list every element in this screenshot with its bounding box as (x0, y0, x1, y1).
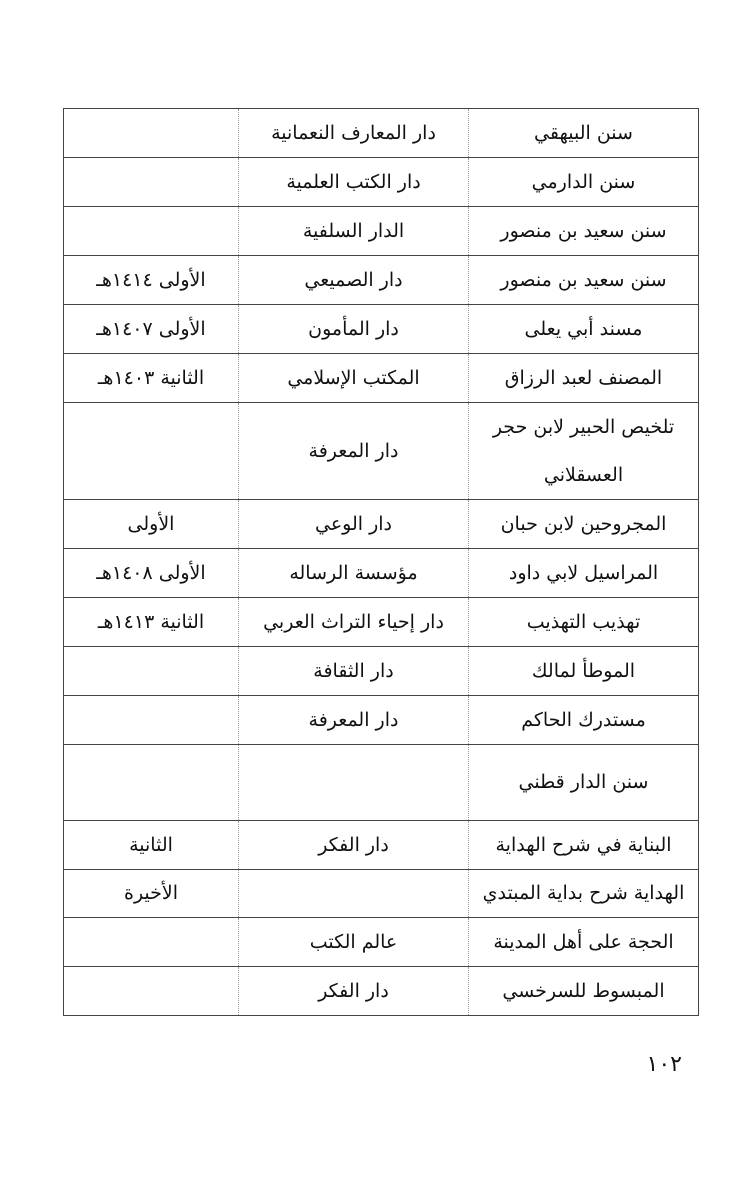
table-row (64, 109, 699, 158)
table-row (64, 918, 699, 967)
book-title-cell: الحجة على أهل المدينة (469, 918, 699, 967)
edition-cell: الأولى ١٤١٤هـ (64, 256, 239, 305)
book-title-cell: البناية في شرح الهداية (469, 821, 699, 870)
publisher-cell: دار الكتب العلمية (239, 158, 469, 207)
edition-cell (64, 109, 239, 158)
table-row (64, 500, 699, 549)
table-row (64, 647, 699, 696)
edition-cell (64, 647, 239, 696)
book-title-cell: المراسيل لابي داود (469, 549, 699, 598)
book-title-cell: سنن الدارمي (469, 158, 699, 207)
publisher-cell: المكتب الإسلامي (239, 354, 469, 403)
publisher-cell: عالم الكتب (239, 918, 469, 967)
table-row (64, 158, 699, 207)
book-title-cell: سنن الدار قطني (469, 745, 699, 821)
book-title-cell: مستدرك الحاكم (469, 696, 699, 745)
edition-cell: الثانية (64, 821, 239, 870)
book-title-cell: سنن البيهقي (469, 109, 699, 158)
table-row (64, 207, 699, 256)
table-row (64, 745, 699, 821)
edition-cell (64, 158, 239, 207)
book-title-cell: المبسوط للسرخسي (469, 967, 699, 1016)
table-row (64, 870, 699, 918)
edition-cell: الأولى (64, 500, 239, 549)
publisher-cell: دار الصميعي (239, 256, 469, 305)
edition-cell (64, 207, 239, 256)
edition-cell: الأولى ١٤٠٧هـ (64, 305, 239, 354)
edition-cell: الثانية ١٤٠٣هـ (64, 354, 239, 403)
book-title-cell: الموطأ لمالك (469, 647, 699, 696)
edition-cell: الأولى ١٤٠٨هـ (64, 549, 239, 598)
publisher-cell: دار الفكر (239, 967, 469, 1016)
publisher-cell: دار الوعي (239, 500, 469, 549)
page-number: ١٠٢ (646, 1052, 682, 1077)
table-row (64, 354, 699, 403)
table-row (64, 821, 699, 870)
table-row (64, 967, 699, 1016)
publisher-cell: مؤسسة الرساله (239, 549, 469, 598)
book-title-cell: المصنف لعبد الرزاق (469, 354, 699, 403)
publisher-cell: الدار السلفية (239, 207, 469, 256)
book-title-cell: تهذيب التهذيب (469, 598, 699, 647)
publisher-cell (239, 745, 469, 821)
edition-cell (64, 967, 239, 1016)
edition-cell (64, 918, 239, 967)
table-row (64, 256, 699, 305)
table-row (64, 305, 699, 354)
book-title-cell: المجروحين لابن حبان (469, 500, 699, 549)
publisher-cell (239, 870, 469, 918)
book-title-cell: سنن سعيد بن منصور (469, 256, 699, 305)
edition-cell (64, 403, 239, 500)
publisher-cell: دار الفكر (239, 821, 469, 870)
edition-cell: الأخيرة (64, 870, 239, 918)
edition-cell (64, 745, 239, 821)
publisher-cell: دار المعرفة (239, 696, 469, 745)
table-row (64, 549, 699, 598)
references-table (63, 108, 699, 1016)
table-row (64, 598, 699, 647)
book-title-cell: مسند أبي يعلى (469, 305, 699, 354)
table-row (64, 403, 699, 500)
publisher-cell: دار المعرفة (239, 403, 469, 500)
book-title-cell: سنن سعيد بن منصور (469, 207, 699, 256)
publisher-cell: دار إحياء التراث العربي (239, 598, 469, 647)
publisher-cell: دار المعارف النعمانية (239, 109, 469, 158)
edition-cell (64, 696, 239, 745)
book-title-cell: تلخيص الحبير لابن حجر العسقلاني (469, 403, 699, 500)
table-row (64, 696, 699, 745)
edition-cell: الثانية ١٤١٣هـ (64, 598, 239, 647)
book-title-cell: الهداية شرح بداية المبتدي (469, 870, 699, 918)
publisher-cell: دار المأمون (239, 305, 469, 354)
publisher-cell: دار الثقافة (239, 647, 469, 696)
